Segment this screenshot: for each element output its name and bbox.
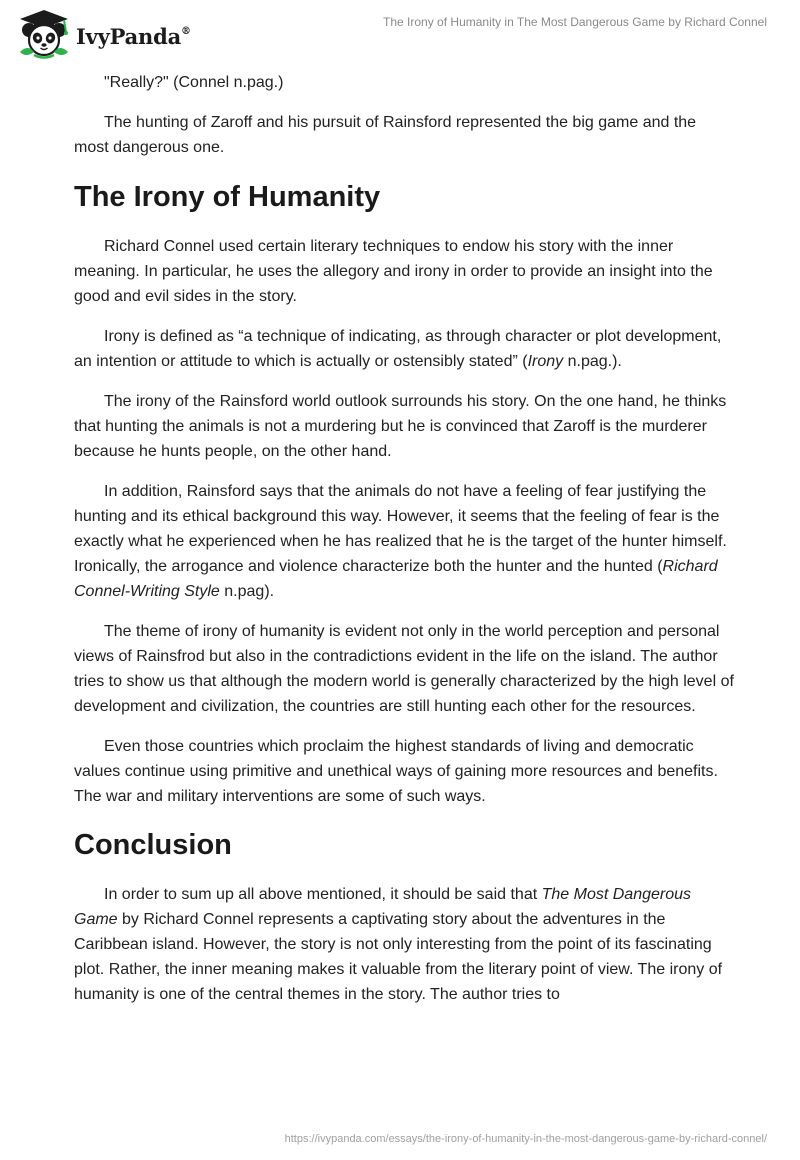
brand-name: IvyPanda®	[76, 23, 191, 49]
heading-conclusion: Conclusion	[74, 829, 232, 861]
panda-graduate-icon	[14, 8, 74, 60]
source-url-link[interactable]: https://ivypanda.com/essays/the-irony-of-humanity-in-the-most-dangerous-game-by-richard-connel/	[284, 1133, 767, 1145]
registered-mark: ®	[181, 25, 191, 37]
title-most-dangerous-game: The Most Dangerous Game	[74, 886, 692, 928]
paragraph-techniques: Richard Connel used certain literary techniques to endow his story with the inner meaning. In particular, he uses the allegory and irony in order to provide an insight into the good and evil sides in the story.	[74, 238, 713, 305]
document-title: The Irony of Humanity in The Most Dangerous Game by Richard Connel	[383, 15, 767, 29]
paragraph-theme: The theme of irony of humanity is evident not only in the world perception and personal views of Rainsfrod but also in the contradictions evident in the life on the island. The author tries to show us that although the modern world is generally characterized by the high level of development and civilization, the countries are still hunting each other for the resources.	[74, 623, 734, 715]
paragraph-quote: "Really?" (Connel n.pag.)	[104, 74, 284, 91]
paragraph-world-outlook: The irony of the Rainsford world outlook surrounds his story. On the one hand, he thinks that hunting the animals is not a murdering but he is convinced that Zaroff is the murderer because he hunts people, on the other hand.	[74, 393, 727, 460]
paragraph-fear: In addition, Rainsford says that the animals do not have a feeling of fear justifying the hunting and its ethical background this way. However, it seems that the feeling of fear is the exactly what he experienced when he has realized that he is the target of the hunter himself. Ironically, the arrogance and violence characterize both the hunter and the hunted (Richard Connel-Writing Style n.pag).	[74, 483, 727, 600]
essay-body	[74, 70, 734, 1022]
page-header	[0, 0, 800, 62]
paragraph-conclusion: In order to sum up all above mentioned, it should be said that The Most Dangerous Game by Richard Connel represents a captivating story about the adventures in the Caribbean island. However, the story is not only interesting from the point of its fascinating plot. Rather, the inner meaning makes it valuable from the literary point of view. The irony of humanity is one of the central themes in the story. The author tries to	[74, 886, 723, 1003]
paragraph-irony-definition: Irony is defined as “a technique of indicating, as through character or plot development, an intention or attitude to which is actually or ostensibly stated” (Irony n.pag.).	[74, 328, 722, 370]
citation-irony: Irony	[527, 353, 564, 370]
heading-irony-of-humanity: The Irony of Humanity	[74, 181, 381, 213]
citation-writing-style: Richard Connel-Writing Style	[74, 558, 718, 600]
paragraph-hunting: The hunting of Zaroff and his pursuit of Rainsford represented the big game and the most dangerous one.	[74, 114, 697, 156]
paragraph-countries: Even those countries which proclaim the highest standards of living and democratic values continue using primitive and unethical ways of gaining more resources and benefits. The war and military interventions are some of such ways.	[74, 738, 718, 805]
ivypanda-logo[interactable]	[14, 8, 191, 60]
